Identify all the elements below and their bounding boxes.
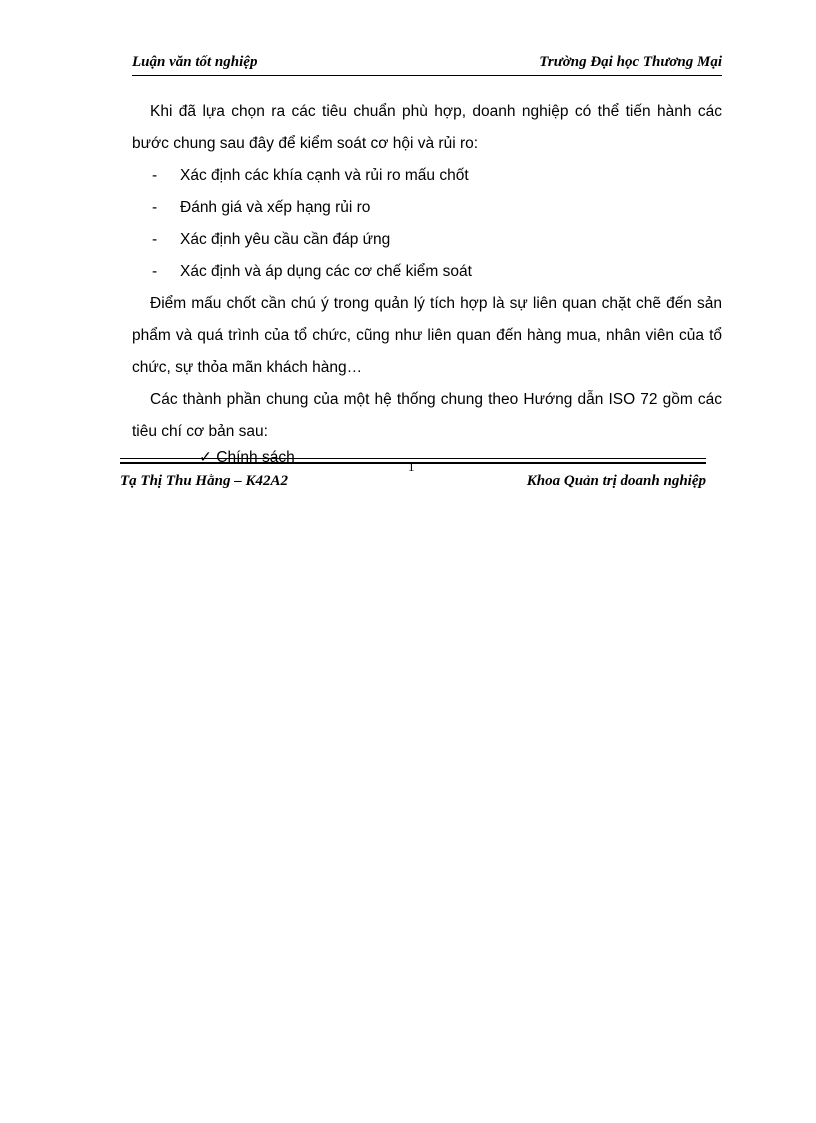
document-body <box>132 96 722 448</box>
paragraph-intro: Khi đã lựa chọn ra các tiêu chuẩn phù hợp, doanh nghiệp có thể tiến hành các bước chung sau đây để kiểm soát cơ hội và rủi ro: <box>132 103 722 152</box>
header-thesis-label: Luận văn tốt nghiệp <box>132 54 258 70</box>
header-university-name: Trường Đại học Thương Mại <box>539 54 722 70</box>
page-number: 1 <box>408 459 415 474</box>
header-rule <box>132 75 722 76</box>
list-item-text: Xác định yêu cầu cần đáp ứng <box>180 231 391 248</box>
list-item-text: Xác định và áp dụng các cơ chế kiểm soát <box>180 263 472 280</box>
bullet-dash: - <box>152 199 158 216</box>
footer-faculty: Khoa Quản trị doanh nghiệp <box>526 473 706 489</box>
bullet-dash: - <box>152 167 158 184</box>
paragraph-key-point: Điểm mấu chốt cần chú ý trong quản lý tích hợp là sự liên quan chặt chẽ đến sản phẩm và quá trình của tổ chức, cũng như liên quan đến hàng mua, nhân viên của tổ chức, sự thỏa mãn khách hàng… <box>132 295 722 376</box>
bullet-dash: - <box>152 231 158 248</box>
list-item <box>132 192 722 224</box>
footer-author: Tạ Thị Thu Hằng – K42A2 <box>120 473 288 489</box>
list-item <box>132 160 722 192</box>
page-header <box>132 52 722 74</box>
bullet-dash: - <box>152 263 158 280</box>
list-item <box>132 256 722 288</box>
paragraph-iso-components: Các thành phần chung của một hệ thống chung theo Hướng dẫn ISO 72 gồm các tiêu chí cơ bản sau: <box>132 391 722 440</box>
checklist-item-policy: ✓ Chính sách <box>199 449 295 466</box>
list-item-text: Xác định các khía cạnh và rủi ro mấu chốt <box>180 167 469 184</box>
list-item-text: Đánh giá và xếp hạng rủi ro <box>180 199 371 216</box>
list-item <box>132 224 722 256</box>
